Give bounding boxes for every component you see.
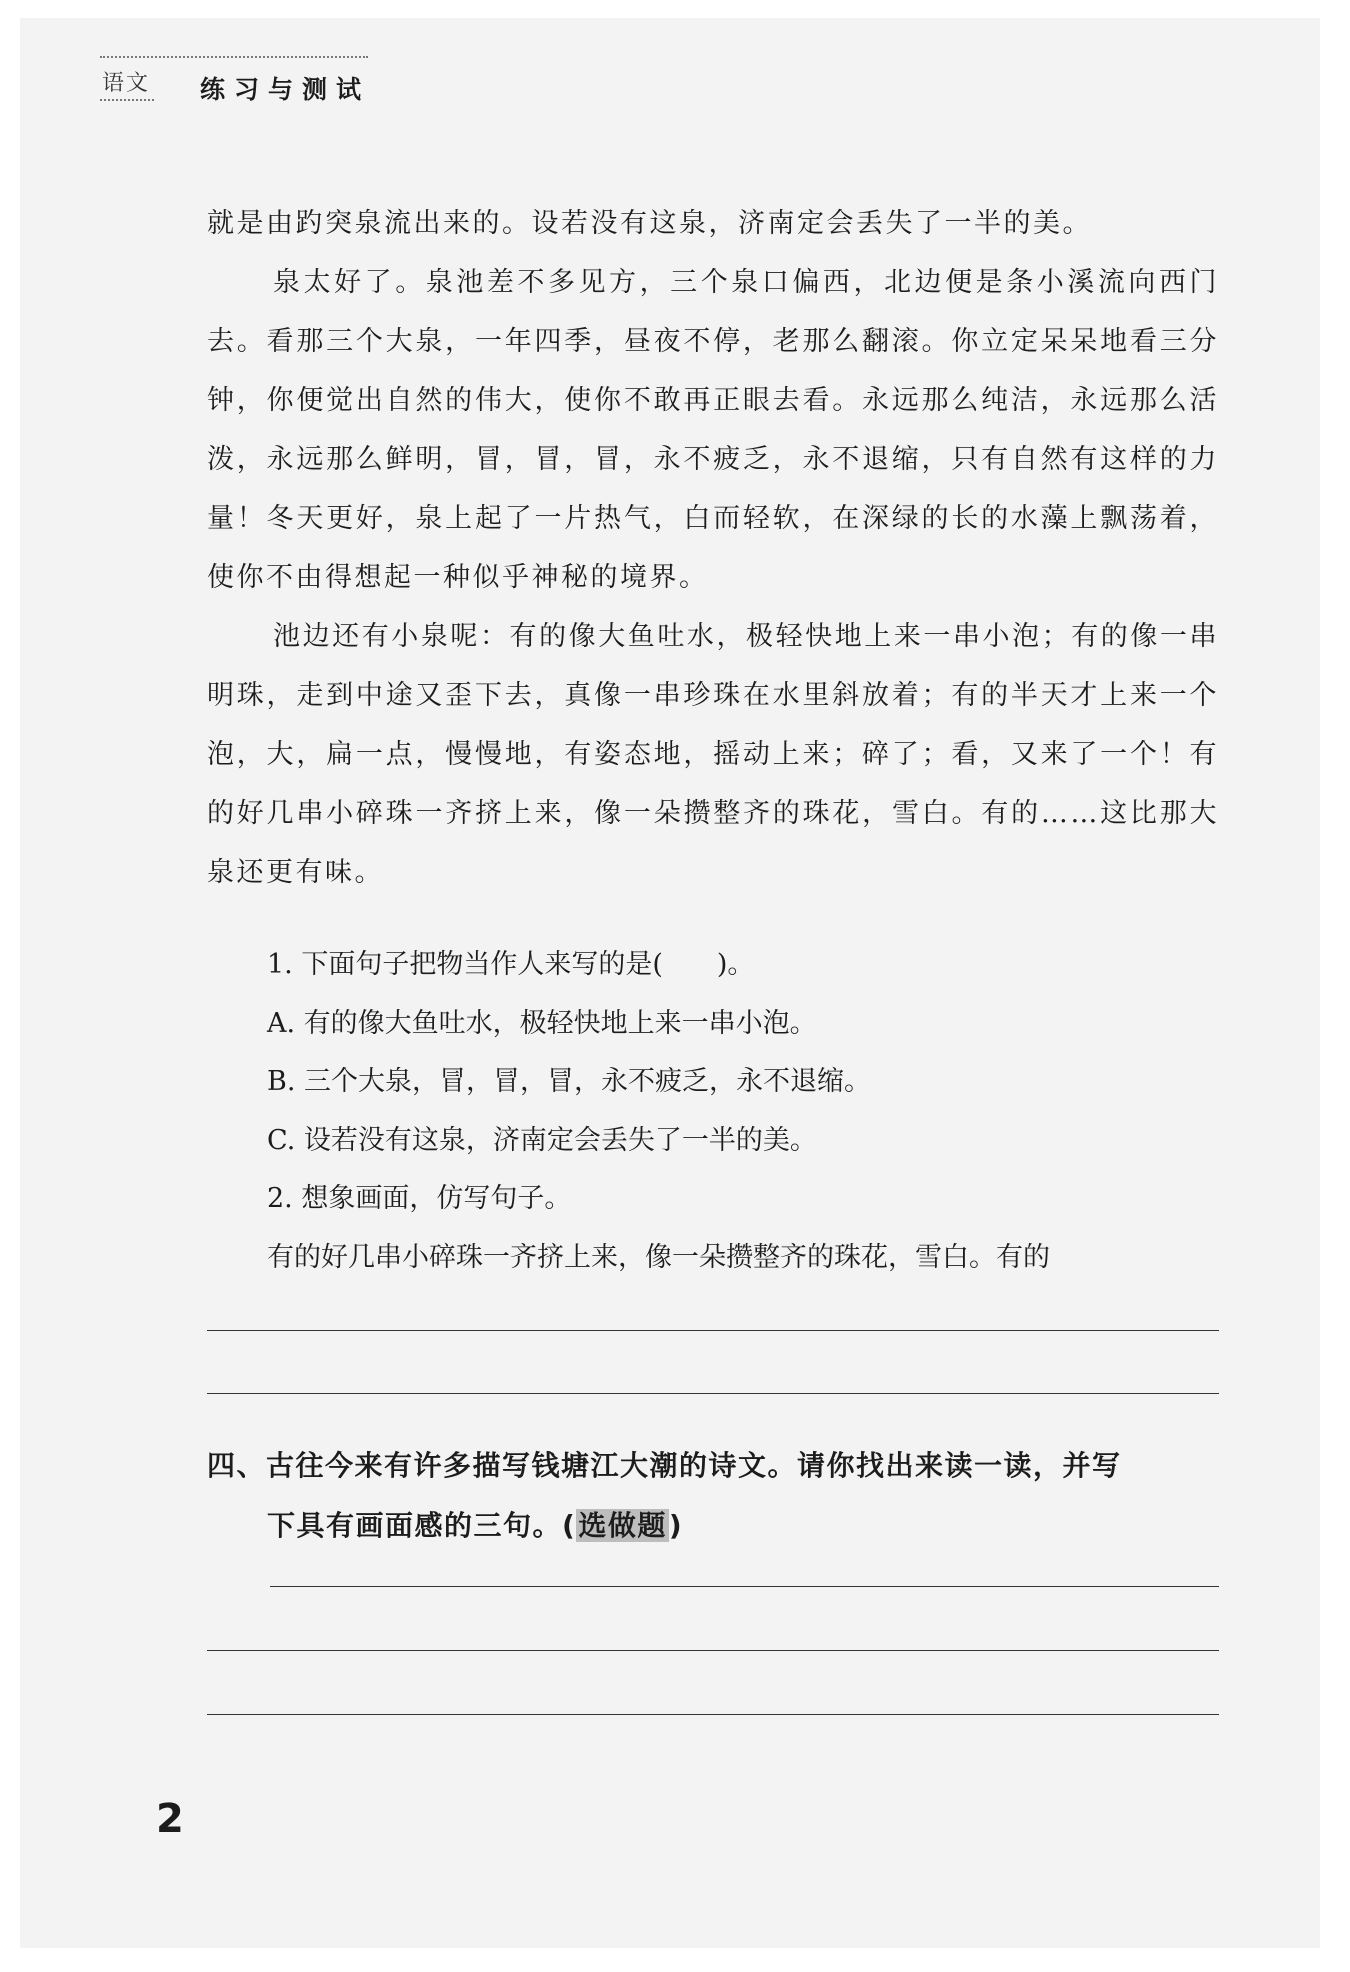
passage-paragraph-1: 就是由趵突泉流出来的。设若没有这泉，济南定会丢失了一半的美。: [207, 208, 1092, 239]
answer-line-s4-1[interactable]: [270, 1586, 1219, 1587]
section-4-line-2-prefix: 下具有画面感的三句。(: [267, 1509, 577, 1542]
question-2-stem: 2. 想象画面，仿写句子。: [267, 1183, 572, 1214]
question-1-option-c[interactable]: C. 设若没有这泉，济南定会丢失了一半的美。: [267, 1124, 817, 1156]
question-block: [267, 936, 1227, 1287]
question-1-option-b[interactable]: B. 三个大泉，冒，冒，冒，永不疲乏，永不退缩。: [267, 1066, 872, 1097]
passage-paragraph-3: 池边还有小泉呢：有的像大鱼吐水，极轻快地上来一串小泡；有的像一串明珠，走到中途又歪下去，真像一串珍珠在水里斜放着；有的半天才上来一个泡，大，扁一点，慢慢地，有姿态地，摇动上来；碎了；看，又来了一个！有的好几串小碎珠一齐挤上来，像一朵攒整齐的珠花，雪白。有的……这比那大泉还更有味。: [207, 621, 1219, 888]
header-dotted-rule: [100, 56, 368, 58]
workbook-page: [20, 18, 1320, 1948]
question-1-option-a[interactable]: A. 有的像大鱼吐水，极轻快地上来一串小泡。: [267, 1007, 817, 1039]
question-1-stem: 1. 下面句子把物当作人来写的是( )。: [267, 949, 755, 980]
optional-question-tag: 选做题: [578, 1509, 667, 1542]
book-title: 练习与测试: [200, 75, 371, 104]
section-4-line-2: [207, 1496, 1227, 1556]
subject-tag: 语文: [100, 66, 154, 101]
section-4-line-1: 四、古往今来有许多描写钱塘江大潮的诗文。请你找出来读一读，并写: [207, 1449, 1122, 1482]
section-4-question: [207, 1436, 1227, 1556]
question-2-prompt: 有的好几串小碎珠一齐挤上来，像一朵攒整齐的珠花，雪白。有的: [267, 1241, 1050, 1273]
section-4-line-2-suffix: ): [668, 1509, 684, 1542]
answer-line-s4-3[interactable]: [207, 1714, 1219, 1715]
reading-passage: [207, 194, 1219, 902]
page-header: [100, 56, 370, 102]
passage-paragraph-2: 泉太好了。泉池差不多见方，三个泉口偏西，北边便是条小溪流向西门去。看那三个大泉，一年四季，昼夜不停，老那么翻滚。你立定呆呆地看三分钟，你便觉出自然的伟大，使你不敢再正眼去看。永远那么纯洁，永远那么活泼，永远那么鲜明，冒，冒，冒，永不疲乏，永不退缩，只有自然有这样的力量！冬天更好，泉上起了一片热气，白而轻软，在深绿的长的水藻上飘荡着，使你不由得想起一种似乎神秘的境界。: [207, 267, 1219, 593]
answer-line-s4-2[interactable]: [207, 1650, 1219, 1651]
answer-line-q2-1[interactable]: [207, 1330, 1219, 1331]
answer-line-q2-2[interactable]: [207, 1393, 1219, 1394]
page-number: 2: [156, 1796, 184, 1842]
